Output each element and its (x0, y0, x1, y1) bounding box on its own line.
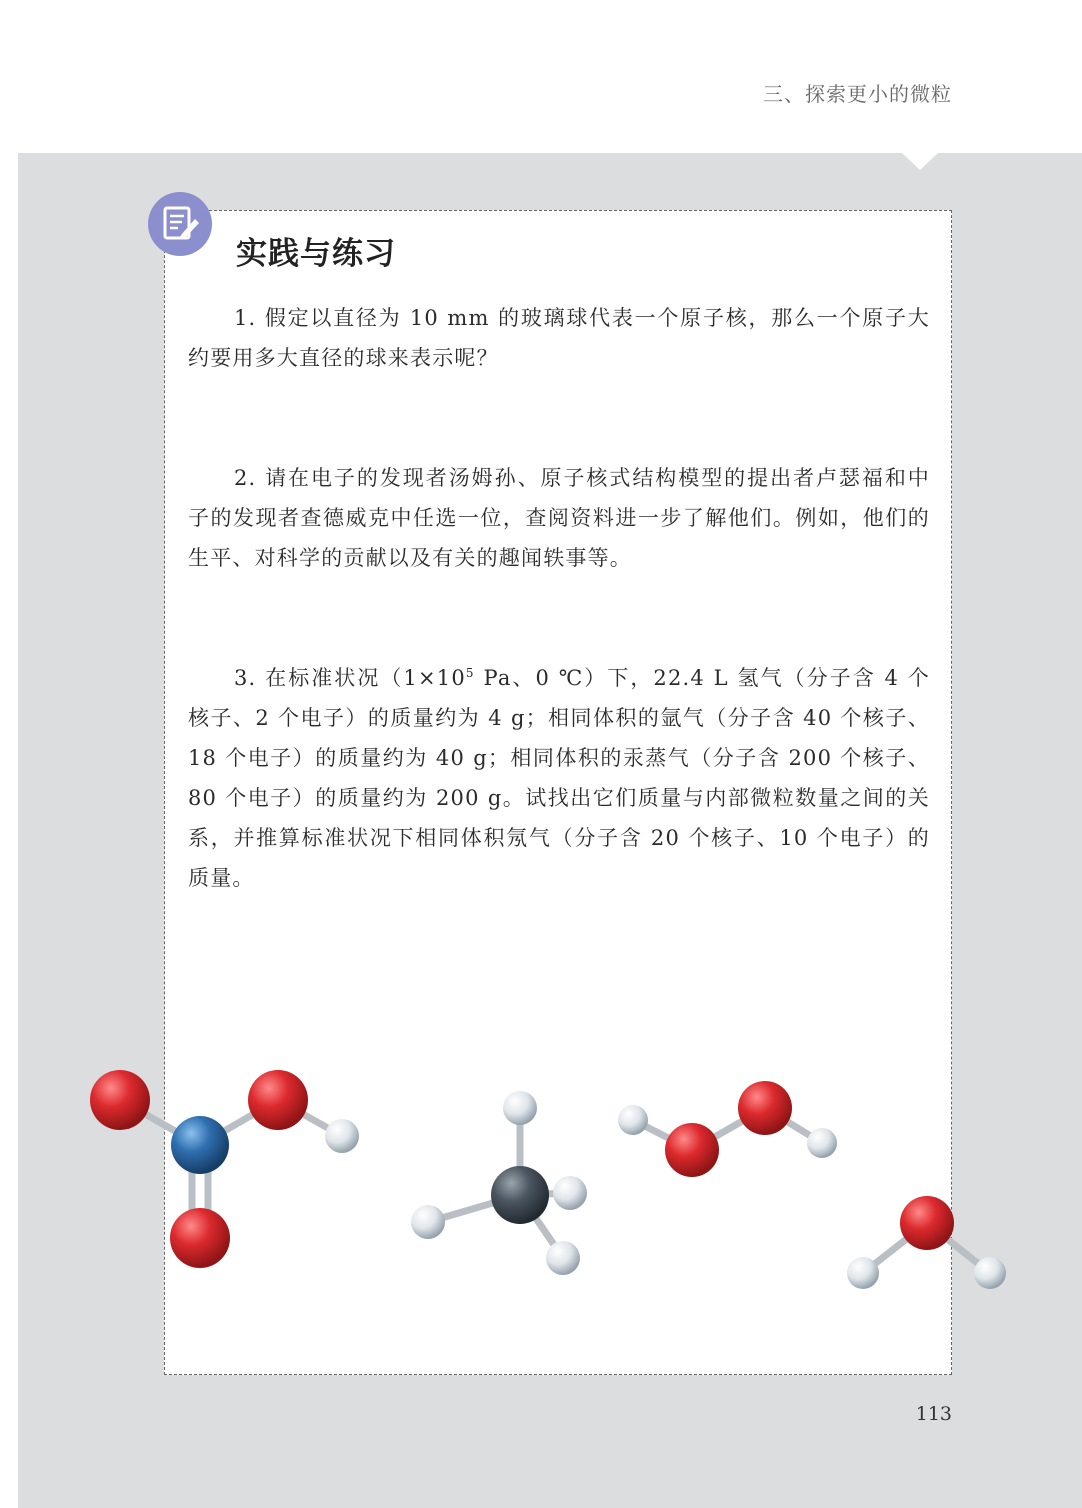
methane-molecule (411, 1091, 587, 1275)
hydrogen-peroxide-molecule (618, 1081, 837, 1177)
chapter-title: 三、探索更小的微粒 (763, 82, 952, 106)
oxygen-atom (170, 1208, 230, 1268)
hydrogen-atom (807, 1128, 837, 1158)
question-3-part2: Pa、0 ℃）下，22.4 L 氢气（分子含 4 个核子、2 个电子）的质量约为 4 g；相同体积的氩气（分子含 40 个核子、18 个电子）的质量约为 40 g；相同体积的汞蒸气（分子含 200 个核子、80 个电子）的质量约为 200 g。试找出它们质量与内部微粒数量之间的关系，并推算标准状况下相同体积氖气（分子含 20 个核子、10 个电子）的质量。 (188, 666, 930, 890)
water-molecule (847, 1196, 1006, 1289)
oxygen-atom (738, 1081, 792, 1135)
page-number: 113 (915, 1403, 952, 1425)
hydrogen-atom (847, 1257, 879, 1289)
oxygen-atom (248, 1070, 308, 1130)
carbon-atom (491, 1166, 549, 1224)
nitrogen-atom (171, 1116, 229, 1174)
hydrogen-atom (325, 1119, 359, 1153)
hydrogen-atom (553, 1176, 587, 1210)
oxygen-atom (900, 1196, 954, 1250)
question-2: 2. 请在电子的发现者汤姆孙、原子核式结构模型的提出者卢瑟福和中子的发现者查德威克中任选一位，查阅资料进一步了解他们。例如，他们的生平、对科学的贡献以及有关的趣闻轶事等。 (188, 466, 930, 570)
section-heading: 实践与练习 (236, 236, 396, 272)
oxygen-atom (665, 1123, 719, 1177)
question-3-part1: 3. 在标准状况（1×10 (234, 666, 466, 690)
hydrogen-atom (618, 1105, 648, 1135)
question-1: 1. 假定以直径为 10 mm 的玻璃球代表一个原子核，那么一个原子大约要用多大直径的球来表示呢？ (188, 306, 930, 370)
oxygen-atom (90, 1070, 150, 1130)
question-3-exponent: 5 (465, 666, 475, 680)
hydrogen-atom (503, 1091, 537, 1125)
hydrogen-atom (411, 1205, 445, 1239)
hydrogen-atom (974, 1257, 1006, 1289)
hydrogen-atom (546, 1241, 580, 1275)
nitric-acid-molecule (90, 1070, 359, 1268)
